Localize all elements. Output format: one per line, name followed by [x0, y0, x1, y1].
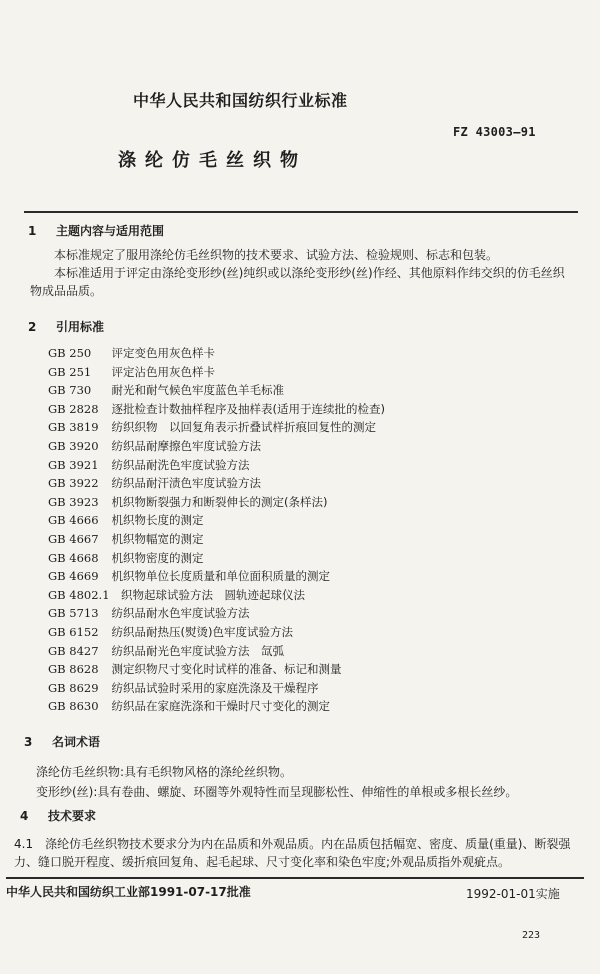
section-2-heading: 2 引用标准 [28, 320, 105, 334]
reference-code: GB 6152 [48, 624, 99, 639]
reference-item [48, 549, 385, 568]
reference-code: GB 3922 [48, 476, 99, 491]
header-rule [24, 211, 578, 213]
standard-number: FZ 43003—91 [453, 125, 536, 139]
reference-item [48, 679, 385, 698]
section-1-paragraph: 本标准适用于评定由涤纶变形纱(丝)纯织或以涤纶变形纱(丝)作经、其他原料作纬交织的仿毛丝织物成品品质。 [30, 266, 565, 298]
reference-code: GB 8630 [48, 699, 99, 714]
section-4-heading: 4 技术要求 [20, 809, 97, 823]
section-3-heading: 3 名词术语 [24, 735, 101, 749]
reference-code: GB 5713 [48, 606, 99, 621]
section-1-paragraph: 本标准规定了服用涤纶仿毛丝织物的技术要求、试验方法、检验规则、标志和包装。 [54, 248, 499, 262]
reference-title: 耐光和耐气候色牢度蓝色羊毛标准 [111, 383, 284, 398]
reference-code: GB 8629 [48, 680, 99, 695]
reference-item [48, 381, 385, 400]
reference-code: GB 4669 [48, 569, 99, 584]
reference-title: 机织物长度的测定 [111, 513, 204, 528]
reference-code: GB 4668 [48, 550, 99, 565]
reference-title: 纺织品耐水色牢度试验方法 [111, 606, 250, 621]
reference-item [48, 586, 385, 605]
reference-item [48, 456, 385, 475]
reference-code: GB 3921 [48, 457, 99, 472]
reference-title: 纺织品耐摩擦色牢度试验方法 [111, 438, 261, 453]
reference-item [48, 363, 385, 382]
reference-code: GB 3923 [48, 494, 99, 509]
section-4-paragraph: 4.1 涤纶仿毛丝织物技术要求分为内在品质和外观品质。内在品质包括幅宽、密度、质量(重量)、断裂强力、缝口脱开程度、缓折痕回复角、起毛起球、尺寸变化率和染色牢度;外观品质指外观疵点。 [14, 837, 571, 869]
reference-title: 机织物密度的测定 [111, 550, 204, 565]
reference-title: 纺织品在家庭洗涤和干燥时尺寸变化的测定 [111, 699, 330, 714]
reference-title: 机织物单位长度质量和单位面积质量的测定 [111, 569, 330, 584]
reference-item [48, 400, 385, 419]
document-title: 涤纶仿毛丝织物 [118, 150, 307, 171]
reference-code: GB 4666 [48, 513, 99, 528]
reference-title: 纺织品耐光色牢度试验方法 氙弧 [111, 643, 284, 658]
page-number: 223 [522, 930, 541, 941]
footer-rule [6, 877, 584, 879]
reference-item [48, 437, 385, 456]
reference-title: 机织物断裂强力和断裂伸长的测定(条样法) [111, 494, 328, 509]
implementation-date: 1992-01-01实施 [466, 887, 560, 901]
reference-title: 纺织织物 以回复角表示折叠试样折痕回复性的测定 [111, 420, 376, 435]
reference-code: GB 250 [48, 346, 92, 360]
reference-list [48, 344, 385, 716]
reference-title: 纺织品耐汗渍色牢度试验方法 [111, 476, 261, 491]
reference-title: 评定沾色用灰色样卡 [111, 364, 215, 379]
reference-item [48, 474, 385, 493]
reference-item [48, 530, 385, 549]
section-3-paragraph: 变形纱(丝):具有卷曲、螺旋、环圈等外观特性而呈现膨松性、伸缩性的单根或多根长丝纱。 [36, 785, 518, 799]
reference-title: 纺织品试验时采用的家庭洗涤及干燥程序 [111, 680, 319, 695]
reference-code: GB 251 [48, 364, 92, 379]
reference-item [48, 344, 385, 363]
reference-code: GB 4667 [48, 531, 99, 546]
reference-item [48, 642, 385, 661]
reference-item [48, 697, 385, 716]
reference-code: GB 2828 [48, 401, 99, 416]
reference-item [48, 660, 385, 679]
reference-title: 测定织物尺寸变化时试样的准备、标记和测量 [111, 662, 342, 677]
reference-code: GB 730 [48, 383, 92, 398]
reference-item [48, 418, 385, 437]
reference-item [48, 493, 385, 512]
reference-title: 评定变色用灰色样卡 [111, 346, 215, 360]
reference-title: 逐批检查计数抽样程序及抽样表(适用于连续批的检查) [111, 401, 385, 416]
reference-item [48, 567, 385, 586]
reference-code: GB 3819 [48, 420, 99, 435]
reference-title: 机织物幅宽的测定 [111, 531, 204, 546]
section-3-paragraph: 涤纶仿毛丝织物:具有毛织物风格的涤纶丝织物。 [36, 765, 293, 779]
reference-title: 纺织品耐热压(熨烫)色牢度试验方法 [111, 624, 293, 639]
reference-code: GB 8427 [48, 643, 99, 658]
reference-title: 纺织品耐洗色牢度试验方法 [111, 457, 250, 472]
reference-item [48, 623, 385, 642]
approval-line: 中华人民共和国纺织工业部1991-07-17批准 [6, 885, 251, 899]
reference-item [48, 511, 385, 530]
reference-item [48, 604, 385, 623]
reference-code: GB 3920 [48, 438, 99, 453]
reference-code: GB 4802.1 [48, 587, 110, 602]
section-1-heading: 1 主题内容与适用范围 [28, 224, 165, 238]
reference-title: 织物起球试验方法 圆轨迹起球仪法 [121, 587, 306, 602]
reference-code: GB 8628 [48, 662, 99, 677]
issuer-title: 中华人民共和国纺织行业标准 [133, 91, 348, 110]
